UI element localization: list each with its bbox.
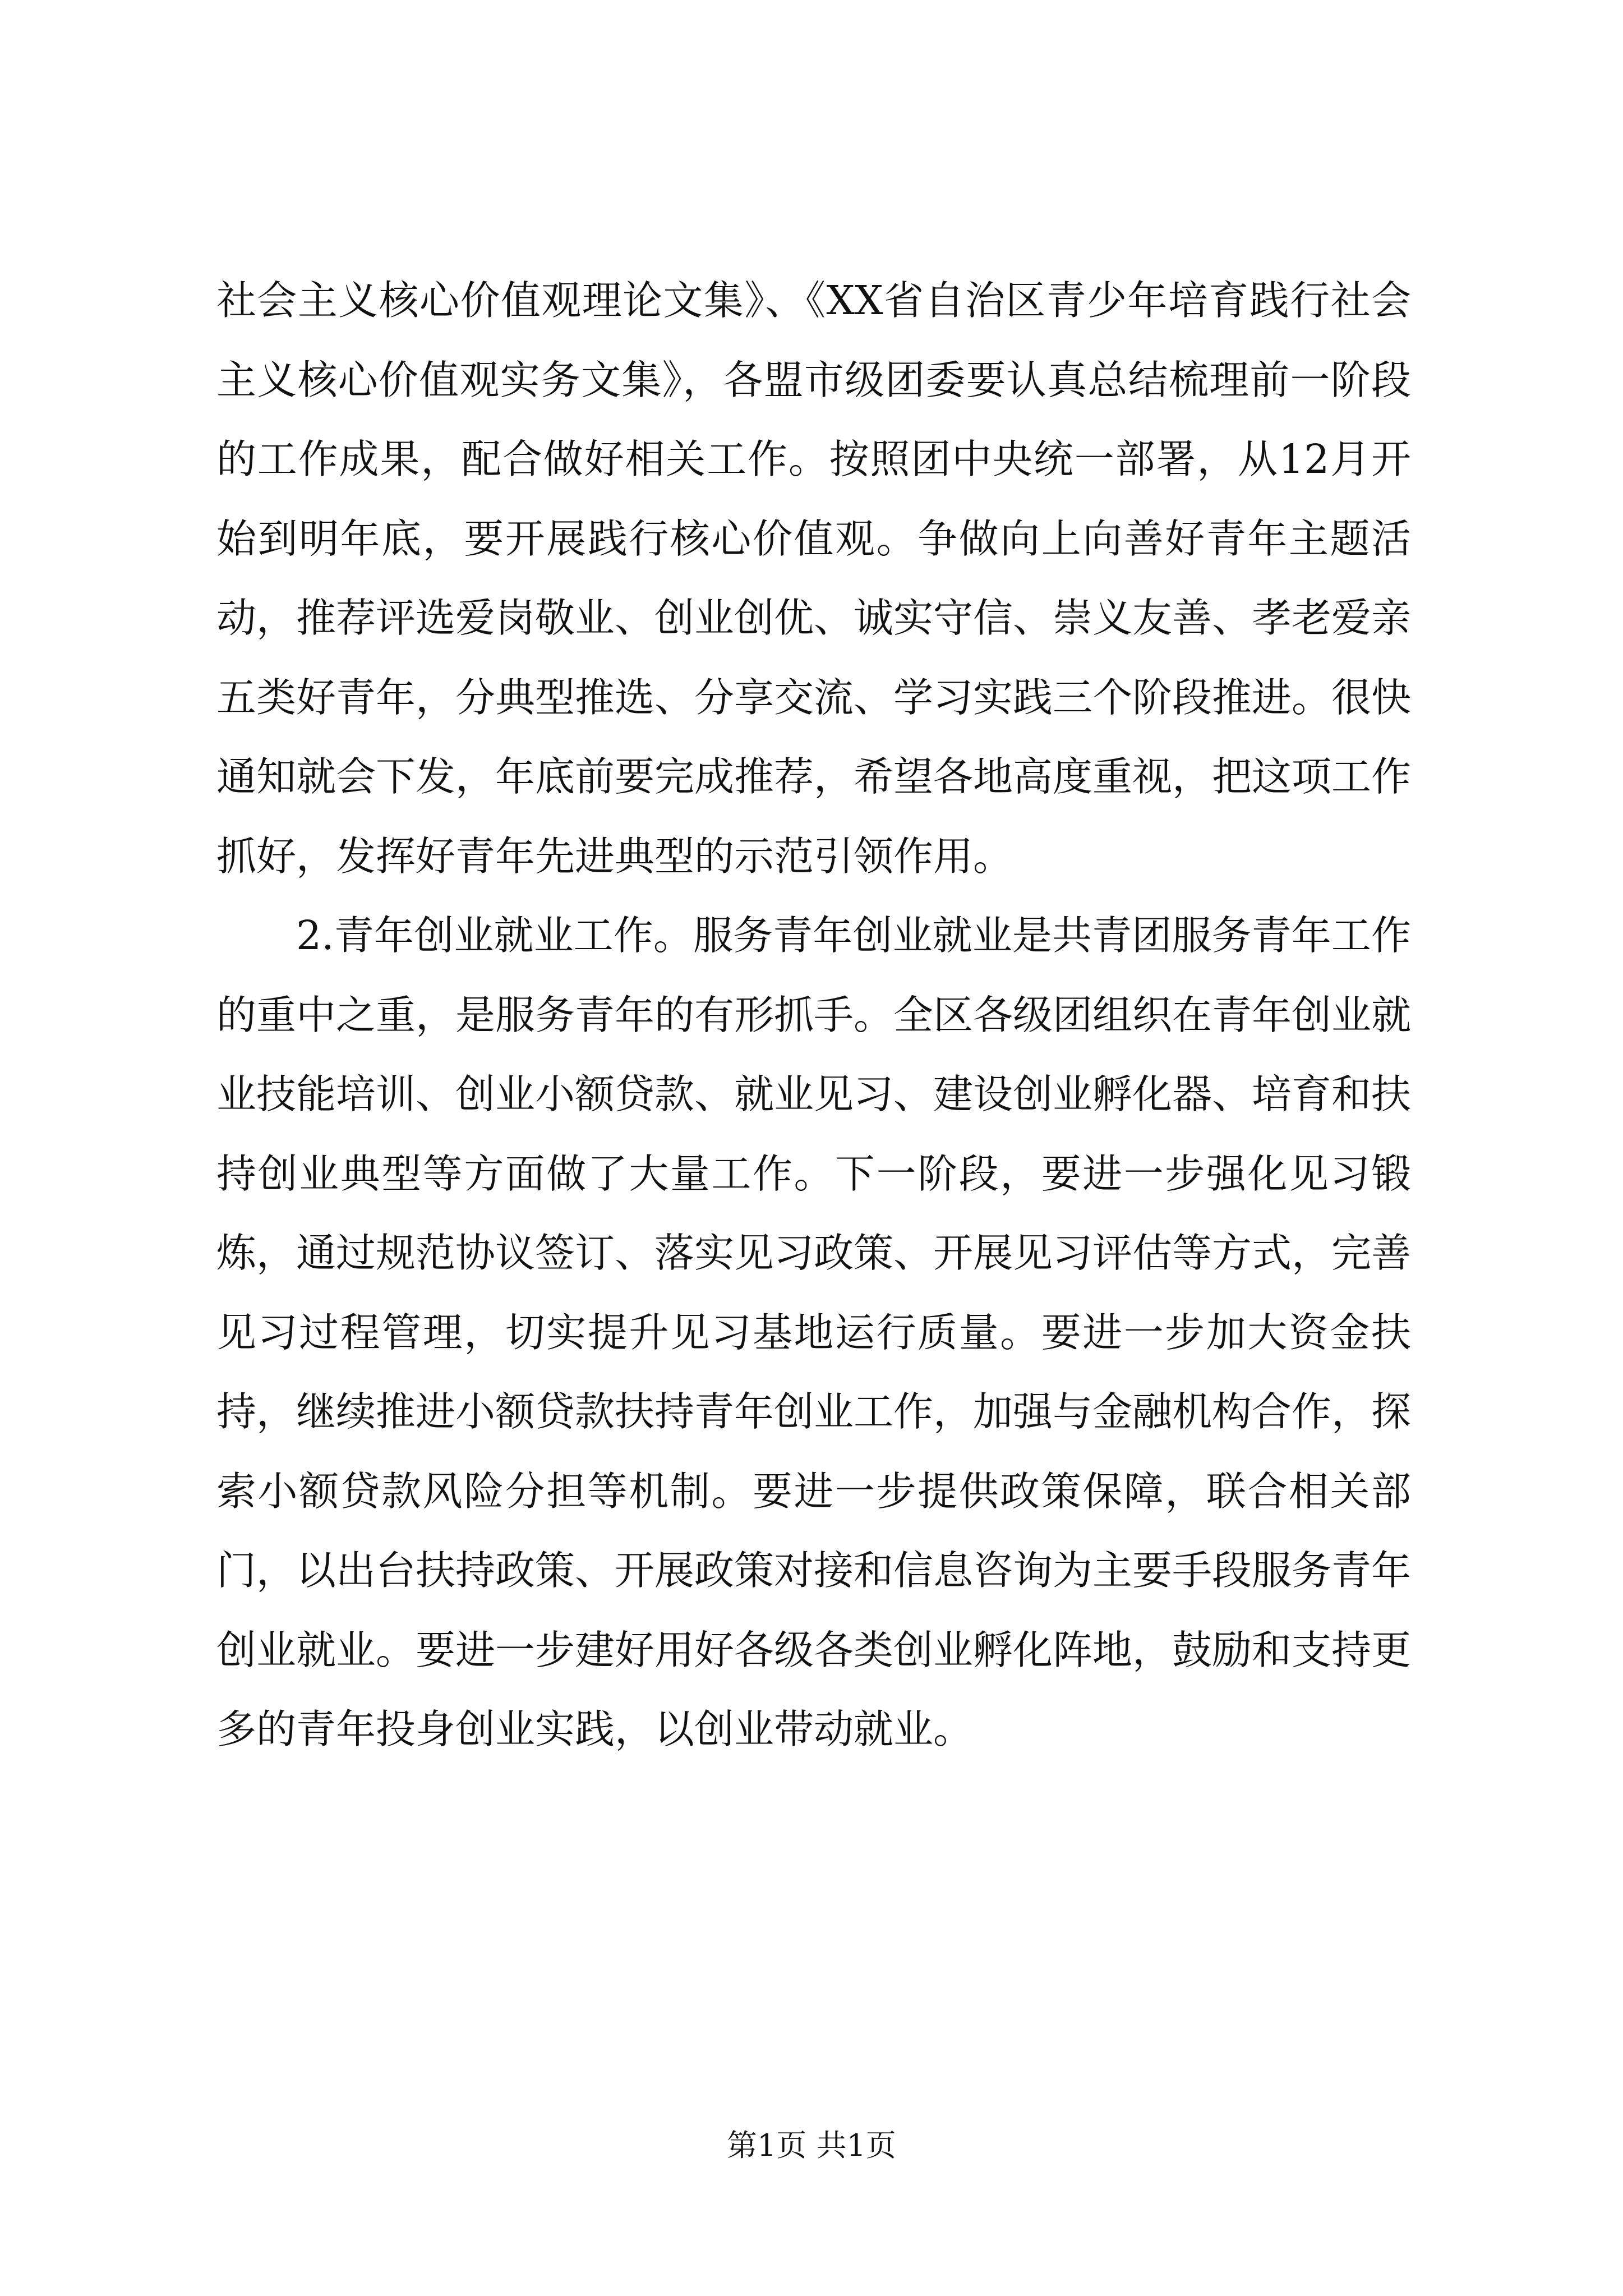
paragraph-continuation: 社会主义核心价值观理论文集》、《XX省自治区青少年培育践行社会主义核心价值观实务文集》，各盟市级团委要认真总结梳理前一阶段的工作成果，配合做好相关工作。按照团中央统一部署，从12月开始到明年底，要开展践行核心价值观。争做向上向善好青年主题活动，推荐评选爱岗敬业、创业创优、诚实守信、崇义友善、孝老爱亲五类好青年，分典型推选、分享交流、学习实践三个阶段推进。很快通知就会下发，年底前要完成推荐，希望各地高度重视，把这项工作抓好，发挥好青年先进典型的示范引领作用。 bbox=[216, 277, 1412, 880]
document-body bbox=[216, 261, 1411, 1769]
page-footer: 第1页 共1页 bbox=[727, 2128, 896, 2163]
paragraph-youth-employment: 2.青年创业就业工作。服务青年创业就业是共青团服务青年工作的重中之重，是服务青年的有形抓手。全区各级团组织在青年创业就业技能培训、创业小额贷款、就业见习、建设创业孵化器、培育和扶持创业典型等方面做了大量工作。下一阶段，要进一步强化见习锻炼，通过规范协议签订、落实见习政策、开展见习评估等方式，完善见习过程管理，切实提升见习基地运行质量。要进一步加大资金扶持，继续推进小额贷款扶持青年创业工作，加强与金融机构合作，探索小额贷款风险分担等机制。要进一步提供政策保障，联合相关部门，以出台扶持政策、开展政策对接和信息咨询为主要手段服务青年创业就业。要进一步建好用好各级各类创业孵化阵地，鼓励和支持更多的青年投身创业实践，以创业带动就业。 bbox=[216, 912, 1412, 1752]
